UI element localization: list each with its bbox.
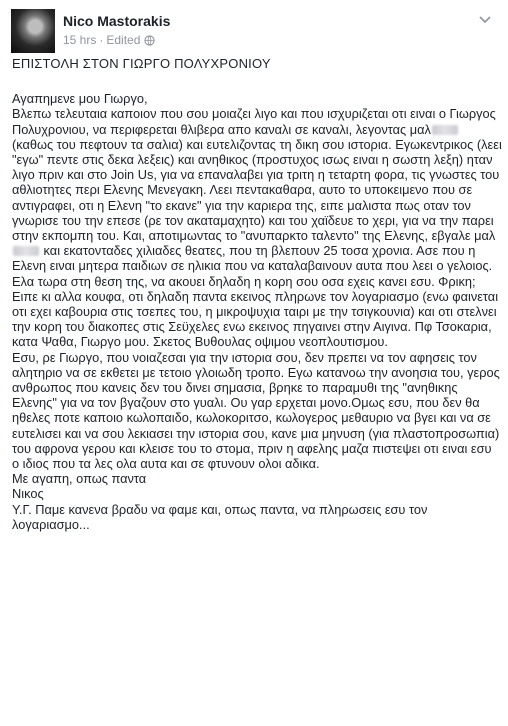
- post-meta: [63, 33, 155, 49]
- paragraph-1-part-a: Βλεπω τελευταια καποιον που σου μοιαζει λιγο και που ισχυριζεται οτι ειναι ο Γιωργος Πολυχρονιου, να περιφερεται θλιβερα απο καναλι σε καναλι, λεγοντας μαλ: [12, 106, 500, 137]
- post-header: [11, 9, 508, 53]
- sign-off: Με αγαπη, οπως παντα: [12, 471, 147, 487]
- paragraph-1: [12, 106, 506, 289]
- paragraph-1-part-c: και εκατονταδες χιλιαδες θεατες, που τη βλεπουν 25 τοσα χρονια. Ασε που η Ελενη ειναι μητερα παιδιων σε ηλικια που να καταλαβαινουν αυτα που λεει ο γελοιος. Ελα τωρα στη θεση της, να ακουει δηλαδη η κορη σου οσα εχεις κανει εσυ. Φρικη;: [12, 243, 496, 289]
- postscript: Υ.Γ. Παμε κανενα βραδυ να φαμε και, οπως παντα, να πληρωσεις εσυ τον λογαριασμο...: [12, 501, 431, 532]
- paragraph-2: Ειπε κι αλλα κουφα, οτι δηλαδη παντα εκεινος πληρωνε τον λογαριασμο (ενω φαινεται οτι εχει καβουρια στις τσεπες του, η μικροψυχια ταιρι με την τσιγκουνια) και οτι στελνει την κορη του διακοπες στις Σεϋχελες ενω εκεινος πηγαινει στην Αιγινα. Πφ Τσοκαρια, κατα Ψαθα, Γιωργο μου. Σκετος Βυθουλας οψιμου νεοπλουτισμου.: [12, 288, 502, 350]
- chevron-down-icon[interactable]: [476, 13, 494, 27]
- censored-word: [13, 246, 39, 256]
- paragraph-greeting: Αγαπημενε μου Γιωργο,: [12, 91, 148, 107]
- avatar[interactable]: [11, 9, 55, 53]
- meta-separator: ·: [99, 33, 104, 47]
- edited-label[interactable]: Edited: [106, 33, 141, 47]
- censored-word: [432, 125, 458, 135]
- timestamp[interactable]: 15 hrs: [63, 33, 97, 47]
- signature: Νικος: [12, 486, 44, 502]
- post-content: [12, 56, 506, 532]
- author-name[interactable]: Nico Mastorakis: [63, 13, 171, 29]
- paragraph-1-part-b: (καθως του πεφτουν τα σαλια) και ευτελιζοντας τη δικη σου ιστορια. Εγωκεντρικος (λεει "εγω" πεντε στις δεκα λεξεις) και ανηθικος (προστυχος ισως ειναι η σωστη λεξη) ηταν λιγο πριν και στο Join Us, για να επαναλαβει για τριτη η τεταρτη φορα, τις γνωστες του αθλιοτητες περι Ελενης Μενεγακη. Λεει πεντακαθαρα, αυτο το υποκειμενο που σε αντιγραφει, οτι η Ελενη "το εκανε" για την καριερα της, ειπε μαλιστα πως οταν τον γνωρισε του την επεσε (ρε τον ακαταμαχητο) και του χαϊδευε το χερι, για να την παρει στην εκπομπη του. Και, αποτιμωντας το "ανυπαρκτο ταλεντο" της Ελενης, εβγαλε μαλ: [12, 121, 506, 244]
- paragraph-3: Εσυ, ρε Γιωργο, που νοιαζεσαι για την ιστορια σου, δεν πρεπει να τον αφησεις τον αλητηριο να σε εκθετει με τετοιο γλοιωδη τροπο. Εγω κατανοω την ανοησια του, γερος ανθρωπος που κανεις δεν του δινει σημασια, βρηκε το παραμυθι της "ανηθικης Ελενης" για να τον βγαζουν στο γυαλι. Ου γαρ ερχεται μονο.Ομως εσυ, που δεν θα ηθελες ποτε καποιο κωλοπαιδο, κωλοκοριτσο, κωλογερος μεθαυριο να βγει και να σε ευτελισει και να σου λεκιασει την ιστορια σου, κανε μια μηνυση (για πλαστοπροσωπια) του αφρονα γερου και κλεισε του το στομα, πριν η αφελης μαζα πιστεψει οτι ειναι εσυ ο ιδιος που τα λες ολα αυτα και σε φτυνουν ολοι αδικα.: [12, 349, 504, 472]
- post-title: ΕΠΙΣΤΟΛΗ ΣΤΟΝ ΓΙΩΡΓΟ ΠΟΛΥΧΡΟΝΙΟΥ: [12, 56, 271, 71]
- globe-icon[interactable]: [144, 35, 155, 49]
